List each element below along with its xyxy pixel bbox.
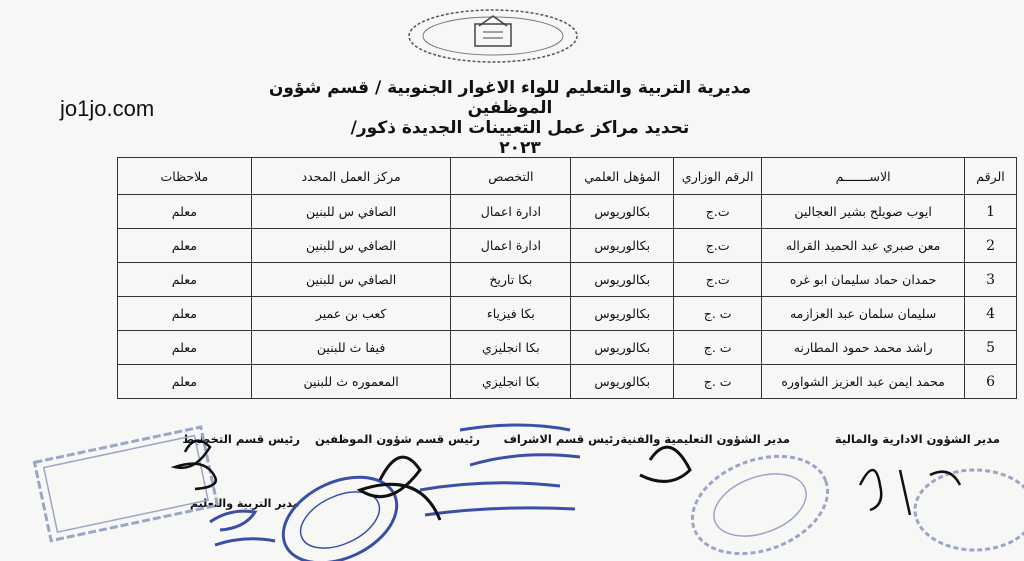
admin-finance-stamp-icon [679,439,841,561]
table-cell: معلم [118,263,252,297]
district-stamp-icon [915,470,1024,550]
ministry-emblem-icon [393,2,593,64]
table-cell: معلم [118,297,252,331]
table-cell: محمد ايمن عبد العزيز الشواوره [762,365,965,399]
signature-title-director: مدير التربية والتعليم [190,497,300,510]
site-watermark: jo1jo.com [60,96,155,121]
table-cell: الصافي س للبنين [251,195,451,229]
table-cell: 3 [965,263,1017,297]
table-cell: بكالوريوس [571,331,674,365]
admin-finance-signature-icon [860,470,960,515]
column-header: ملاحظات [118,158,252,195]
table-row [118,229,1017,263]
table-cell: معلم [118,195,252,229]
table-cell: بكا انجليزي [451,365,571,399]
table-cell: 2 [965,229,1017,263]
column-header: مركز العمل المحدد [251,158,451,195]
table-cell: ت.ج [674,229,762,263]
table-cell: ت.ج [674,263,762,297]
table-cell: بكالوريوس [571,365,674,399]
table-row [118,263,1017,297]
table-cell: بكا انجليزي [451,331,571,365]
signature-title-hr: رئيس قسم شؤون الموظفين [315,432,480,446]
signature-titles [40,432,1000,450]
table-cell: المعموره ث للبنين [251,365,451,399]
table-cell: راشد محمد حمود المطارنه [762,331,965,365]
table-cell: ادارة اعمال [451,229,571,263]
signature-title-supervision: رئيس قسم الاشراف [503,432,620,446]
page-title: مديرية التربية والتعليم للواء الاغوار الجنوبية / قسم شؤون الموظفين [268,78,752,118]
table-cell: بكا فيزياء [451,297,571,331]
signature-title-admin-finance: مدير الشؤون الادارية والمالية [834,432,1000,446]
table-cell: معلم [118,331,252,365]
table-row [118,297,1017,331]
table-row [118,331,1017,365]
table-cell: كعب بن عمير [251,297,451,331]
signature-title-planning: رئيس قسم التخطيط [182,432,300,446]
column-header: الاســـــــم [762,158,965,195]
page-subtitle: تحديد مراكز عمل التعيينات الجديدة ذكور/ ٢٠٢٣ [350,118,690,158]
table-cell: ايوب صويلح بشير العجالين [762,195,965,229]
table-cell: معلم [118,229,252,263]
table-row [118,365,1017,399]
table-header-row [118,158,1017,195]
table-cell: ت .ج [674,331,762,365]
supervision-round-stamp-icon [270,460,411,561]
table-cell: 1 [965,195,1017,229]
table-cell: 6 [965,365,1017,399]
table-row [118,195,1017,229]
table-cell: الصافي س للبنين [251,229,451,263]
table-cell: حمدان حماد سليمان ابو غره [762,263,965,297]
table-cell: بكا تاريخ [451,263,571,297]
table-cell: بكالوريوس [571,229,674,263]
table-cell: سليمان سلمان عبد العزازمه [762,297,965,331]
table-cell: الصافي س للبنين [251,263,451,297]
table-cell: فيفا ث للبنين [251,331,451,365]
table-cell: ت .ج [674,365,762,399]
table-cell: ادارة اعمال [451,195,571,229]
column-header: التخصص [451,158,571,195]
appointments-table [117,157,1017,399]
center-signature-icon [360,447,690,520]
table-cell: معن صبري عبد الحميد القراله [762,229,965,263]
director-stamp-icon [210,511,275,545]
table-cell: بكالوريوس [571,195,674,229]
signature-title-education-affairs: مدير الشؤون التعليمية والفنية [620,432,790,446]
column-header: الرقم [965,158,1017,195]
table-cell: بكالوريوس [571,263,674,297]
column-header: الرقم الوزاري [674,158,762,195]
column-header: المؤهل العلمي [571,158,674,195]
table-cell: بكالوريوس [571,297,674,331]
table-cell: 5 [965,331,1017,365]
table-cell: معلم [118,365,252,399]
table-cell: ت.ج [674,195,762,229]
table-cell: 4 [965,297,1017,331]
table-cell: ت .ج [674,297,762,331]
